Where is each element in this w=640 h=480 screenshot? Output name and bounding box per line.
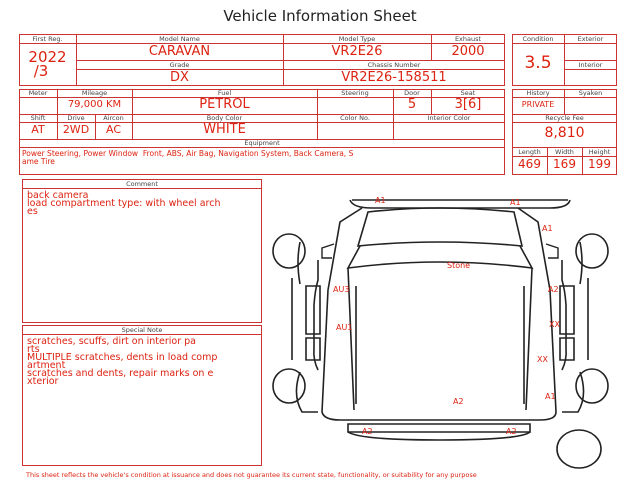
width-label: Width (555, 148, 574, 156)
fuel-value: PETROL (199, 97, 250, 112)
model-type-value: VR2E26 (331, 44, 383, 59)
body-color-label: Body Color (206, 114, 243, 122)
model-type-label: Model Type (338, 35, 376, 43)
seat-value: 3[6] (454, 97, 482, 112)
damage-left-middle: AU1 (336, 323, 353, 332)
special-note-line: artment (27, 360, 66, 371)
interior-color-label: Interior Color (427, 114, 471, 122)
condition-value: 3.5 (524, 53, 552, 73)
fuel-label: Fuel (217, 89, 232, 97)
first-reg-label: First Reg. (32, 35, 63, 43)
history-value: PRIVATE (521, 100, 555, 109)
chassis-number-label: Chassis Number (367, 61, 421, 69)
damage-right-front-door: A2 (548, 285, 559, 294)
damage-rear-right: A2 (506, 427, 517, 436)
height-label: Height (588, 148, 611, 156)
equipment-value: Power Steering, Power Window Front, ABS, Air Bag, Navigation System, Back Camera, S ame Tire (22, 149, 354, 166)
damage-left-front-door: AU3 (333, 285, 350, 294)
aircon-label: Aircon (103, 114, 124, 122)
exterior-label: Exterior (577, 35, 604, 43)
special-note-line: MULTIPLE scratches, dents in load comp (27, 352, 218, 363)
steering-label: Steering (341, 89, 369, 97)
damage-front-right: A1 (510, 198, 521, 207)
special-note-line: scratches, scuffs, dirt on interior pa (27, 336, 196, 347)
chassis-number-value: VR2E26-158511 (341, 70, 447, 85)
door-value: 5 (407, 97, 417, 112)
width-value: 169 (553, 157, 576, 171)
mileage-value: 79,000 KM (67, 99, 122, 110)
height-value: 199 (588, 157, 611, 171)
model-name-label: Model Name (159, 35, 200, 43)
aircon-value: AC (105, 123, 121, 136)
damage-front-right-fender: A1 (542, 224, 553, 233)
first-reg-month: /3 (33, 62, 49, 80)
grade-value: DX (170, 70, 189, 85)
length-label: Length (518, 148, 541, 156)
shift-label: Shift (30, 114, 46, 122)
grade-label: Grade (169, 61, 190, 69)
syaken-label: Syaken (578, 89, 603, 97)
recycle-fee-value: 8,810 (544, 125, 585, 141)
condition-label: Condition (522, 35, 554, 43)
color-no-label: Color No. (340, 114, 370, 122)
comment-line: load compartment type: with wheel arch (27, 198, 221, 209)
seat-label: Seat (460, 89, 476, 97)
damage-right-middle-2: XX (537, 355, 548, 364)
damage-roof: Stone (447, 261, 471, 270)
mileage-label: Mileage (81, 89, 108, 97)
damage-rear-left: A2 (362, 427, 373, 436)
damage-rear-right-quarter: A1 (545, 392, 556, 401)
comment-line: back camera (27, 190, 89, 201)
door-label: Door (404, 89, 420, 97)
drive-label: Drive (67, 114, 85, 122)
footer-disclaimer: This sheet reflects the vehicle's condition at issuance and does not guarantee its current state, functionality, or suitability for any purpose (26, 471, 477, 479)
special-note-label: Special Note (121, 326, 163, 334)
sheet-title: Vehicle Information Sheet (223, 7, 417, 25)
interior-label: Interior (578, 61, 603, 69)
special-note-line: scratches and dents, repair marks on e (27, 368, 214, 379)
shift-value: AT (31, 123, 45, 136)
exhaust-value: 2000 (451, 44, 485, 59)
damage-rear-bumper: A2 (453, 397, 464, 406)
exhaust-label: Exhaust (454, 35, 482, 43)
special-note-line: xterior (27, 376, 59, 387)
first-reg-year: 2022 (28, 48, 67, 66)
damage-front-left: A1 (375, 196, 386, 205)
special-note-line: rts (27, 344, 40, 355)
damage-right-middle-1: XX (549, 320, 560, 329)
history-label: History (526, 89, 550, 97)
body-color-value: WHITE (203, 122, 246, 137)
comment-line: es (27, 206, 38, 217)
length-value: 469 (518, 157, 541, 171)
model-name-value: CARAVAN (148, 44, 211, 59)
meter-label: Meter (28, 89, 48, 97)
comment-label: Comment (126, 180, 158, 188)
recycle-fee-label: Recycle Fee (545, 114, 584, 122)
equipment-label: Equipment (244, 139, 280, 147)
drive-value: 2WD (62, 123, 90, 136)
